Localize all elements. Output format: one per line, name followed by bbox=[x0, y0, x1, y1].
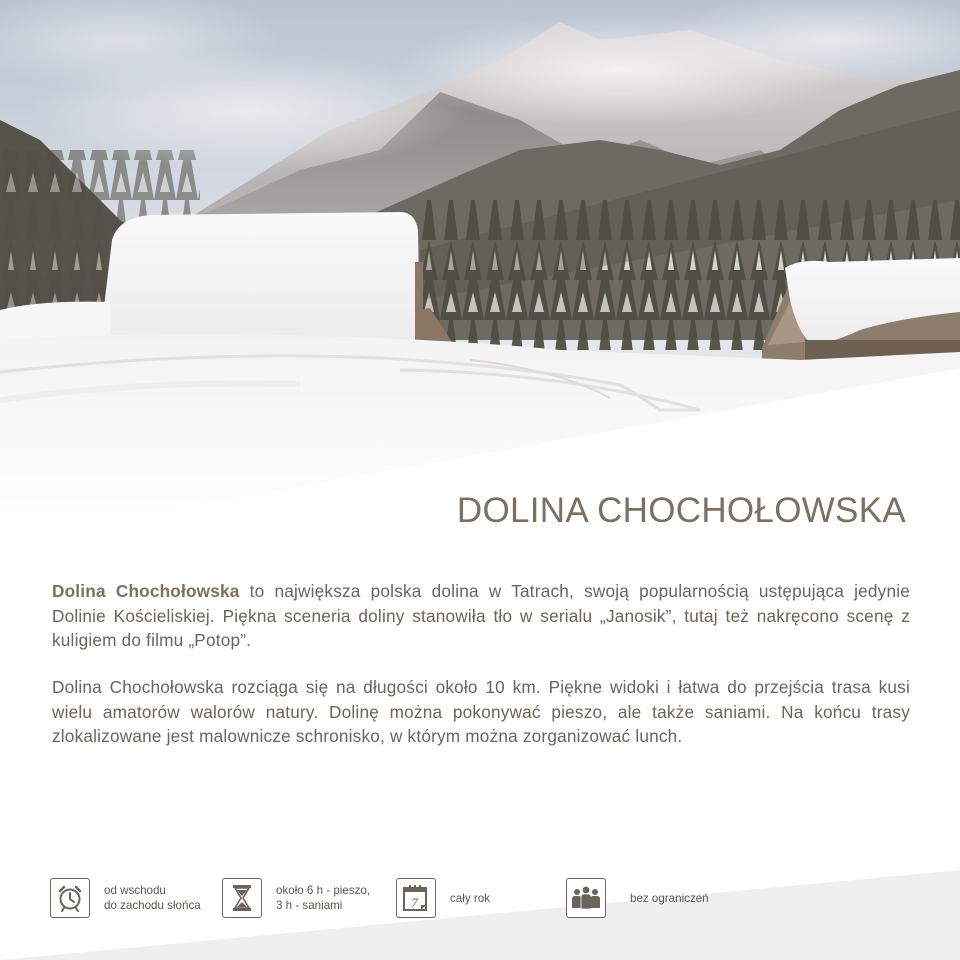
intro-text: to największa polska dolina w Tatrach, swoją popularnością ustępująca jedynie Dolinie Kościeliskiej. Piękna sceneria doliny stanowiła tło w serialu „Janosik”, tutaj też nakręcono scenę z kuligiem do filmu „Potop”. bbox=[52, 581, 911, 650]
info-hours-label bbox=[104, 883, 224, 913]
intro-valley-name: Dolina Chochołowska bbox=[52, 581, 240, 601]
info-item-duration bbox=[222, 876, 396, 920]
calendar-number: 7 bbox=[411, 895, 418, 910]
info-duration-line1: około 6 h - pieszo, bbox=[276, 884, 371, 897]
info-duration-line2: 3 h - saniami bbox=[276, 899, 343, 912]
info-item-audience bbox=[566, 876, 750, 920]
calendar-icon bbox=[396, 878, 436, 918]
info-item-hours bbox=[50, 876, 224, 920]
hourglass-icon bbox=[222, 878, 262, 918]
info-hours-line1: od wschodu bbox=[104, 884, 166, 897]
details-paragraph: Dolina Chochołowska rozciąga się na długości około 10 km. Piękne widoki i łatwa do przejścia trasa kusi wielu amatorów walorów natury. Dolinę można pokonywać pieszo, ale także saniami. Na końcu trasy zlokalizowane jest malownicze schronisko, w którym można zorganizować lunch. bbox=[52, 677, 910, 746]
info-bar bbox=[0, 862, 960, 960]
info-hours-line2: do zachodu słońca bbox=[104, 899, 201, 912]
page-title: DOLINA CHOCHOŁOWSKA bbox=[456, 491, 906, 531]
info-season-label bbox=[450, 891, 570, 906]
info-duration-label bbox=[276, 883, 396, 913]
info-season-line1: cały rok bbox=[450, 891, 490, 905]
info-item-season bbox=[396, 876, 570, 920]
info-audience-label bbox=[630, 891, 750, 906]
intro-paragraph bbox=[52, 579, 910, 653]
info-audience-line1: bez ograniczeń bbox=[630, 891, 709, 905]
alarm-clock-icon bbox=[50, 878, 90, 918]
group-people-icon bbox=[566, 878, 606, 918]
